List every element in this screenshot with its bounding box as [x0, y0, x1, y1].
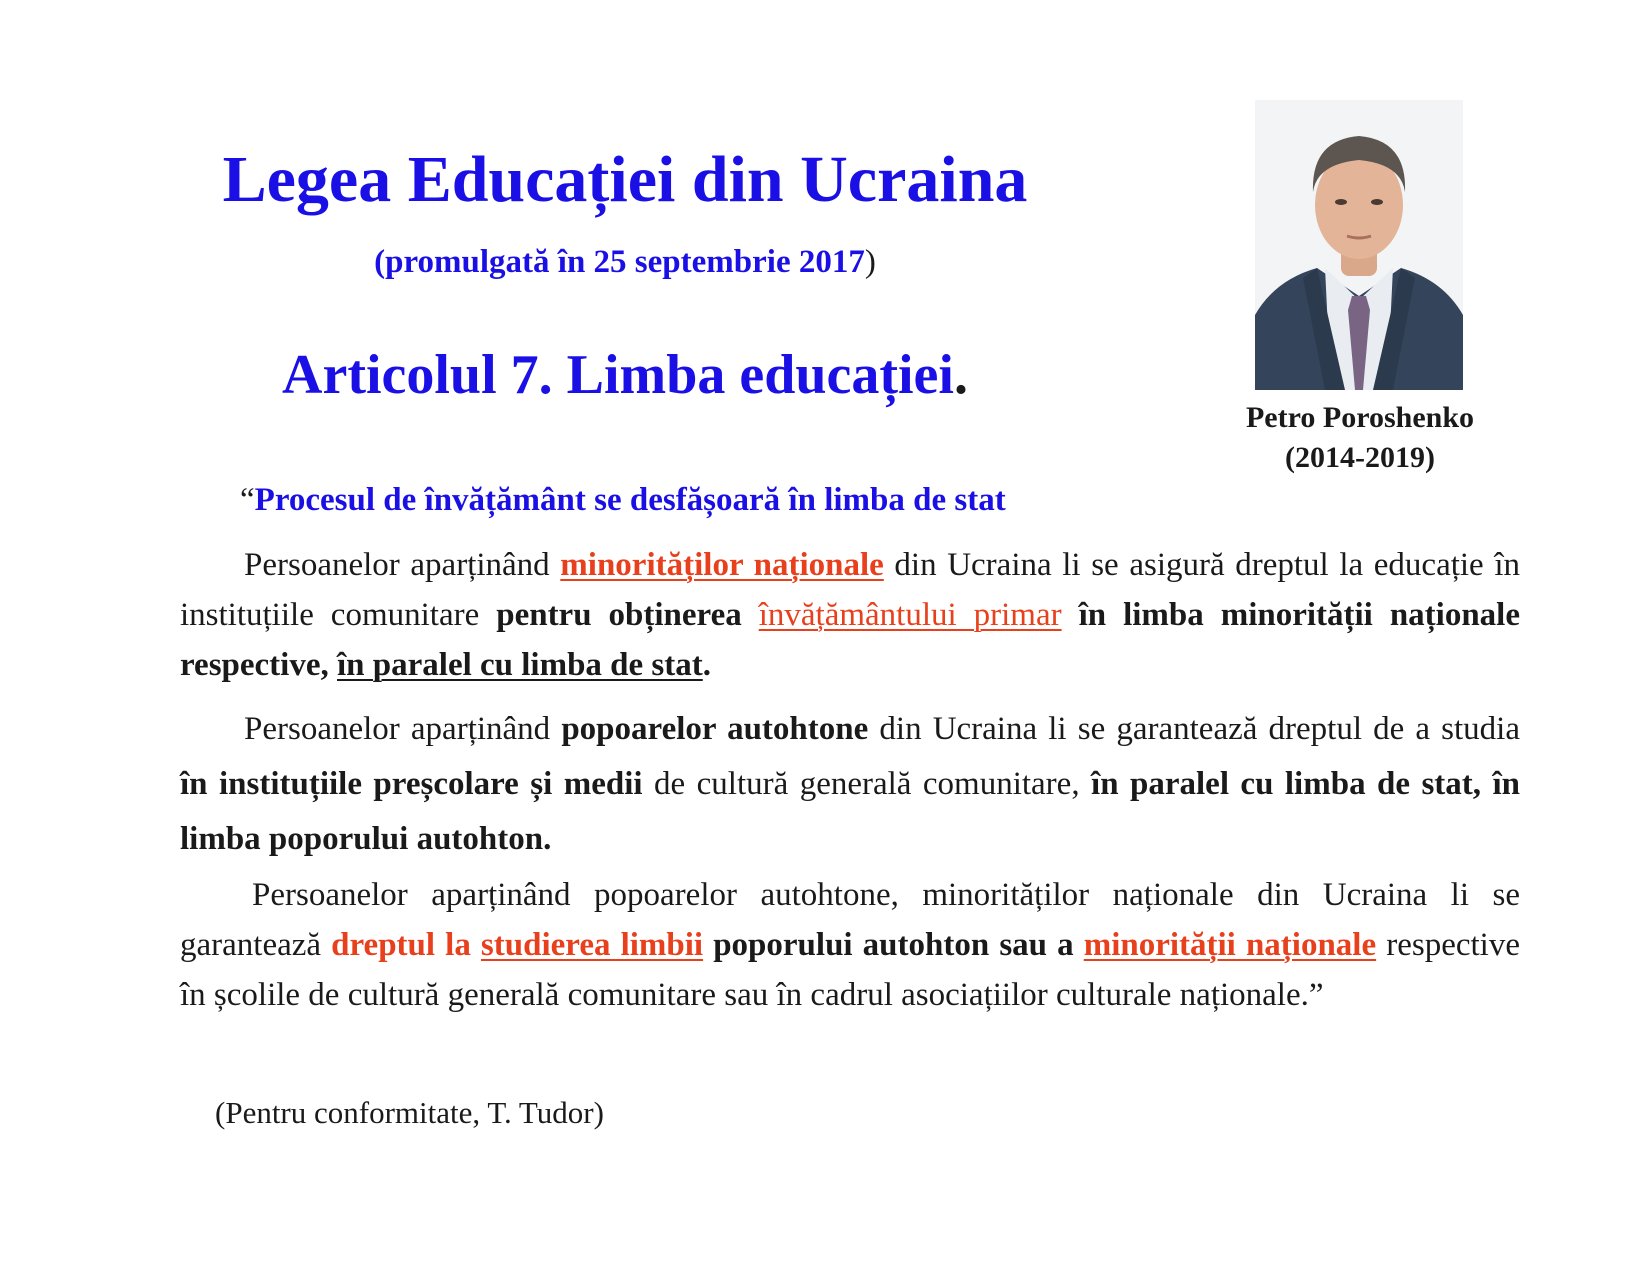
- portrait-caption: [1200, 398, 1520, 478]
- p1-bold: în limba minorității naționale respective,: [180, 597, 1520, 683]
- p2-bold: în paralel cu limba de stat, în limba poporului autohton.: [180, 766, 1521, 857]
- promulgation-date: [150, 240, 1100, 284]
- paragraph-indigenous-peoples: [180, 702, 1520, 867]
- quote-lead: [240, 478, 1240, 522]
- portrait-years: (2014-2019): [1285, 441, 1435, 474]
- p3-text: Persoanelor aparținând popoarelor autohtone, minorităților naționale din Ucraina li se garantează: [180, 877, 1520, 963]
- paragraph-national-minorities: [180, 540, 1520, 690]
- p1-underline-parallel: în paralel cu limba de stat: [337, 647, 703, 683]
- p2-bold: în instituțiile preșcolare și medii: [180, 766, 643, 802]
- promulgation-date-text: (promulgată în 25 septembrie 2017: [374, 244, 865, 280]
- portrait-photo: [1255, 100, 1463, 390]
- p3-bold: poporului autohton sau a: [703, 927, 1084, 963]
- p2-text: de cultură generală comunitare,: [642, 766, 1092, 802]
- p3-highlight-study: studierea limbii: [480, 927, 704, 963]
- portrait-illustration: [1255, 100, 1463, 390]
- article-heading: [150, 340, 1100, 410]
- quote-open-mark: “: [240, 482, 255, 518]
- p1-bold: pentru obținerea: [496, 597, 759, 633]
- p2-text: Persoanelor aparținând: [244, 711, 562, 747]
- p3-highlight-right: dreptul la: [331, 927, 481, 963]
- article-heading-text: Articolul 7. Limba educației: [282, 344, 954, 406]
- p1-highlight-minorities: minorităților naționale: [560, 547, 884, 583]
- portrait-name: Petro Poroshenko: [1245, 401, 1475, 434]
- quote-lead-text: Procesul de învățământ se desfășoară în limba de stat: [254, 482, 1006, 518]
- p3-highlight-minority: minorității naționale: [1083, 927, 1377, 963]
- document-title: Legea Educației din Ucraina: [222, 143, 1028, 216]
- p1-text: Persoanelor aparținând: [244, 547, 561, 583]
- p1-highlight-primary: învățământului primar: [758, 597, 1062, 633]
- article-heading-dot: .: [953, 344, 968, 406]
- p2-text: din Ucraina li se garantează dreptul de a studia: [868, 711, 1520, 747]
- signature-note: (Pentru conformitate, T. Tudor): [215, 1095, 604, 1130]
- p1-period: .: [702, 647, 712, 683]
- promulgation-date-close: ): [864, 244, 876, 280]
- p3-text: respective în școlile de cultură generală comunitare sau în cadrul asociațiilor culturale naționale.”: [180, 927, 1520, 1013]
- p1-text: din Ucraina li se asigură dreptul la educație în instituțiile comunitare: [180, 547, 1520, 633]
- p2-bold: popoarelor autohtone: [561, 711, 869, 747]
- paragraph-language-study: [180, 870, 1520, 1020]
